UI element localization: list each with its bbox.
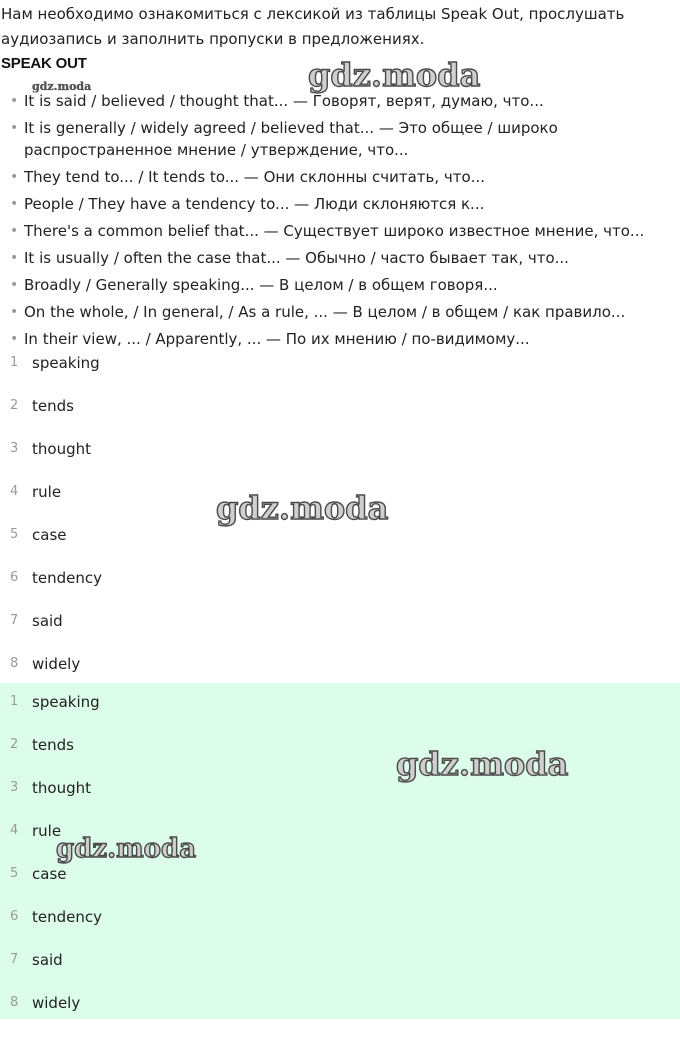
answer-number: 5 <box>10 866 19 881</box>
answer-number: 7 <box>10 952 19 967</box>
watermark: gdz.moda <box>56 834 197 864</box>
phrase-item: • It is said / believed / thought that... — Говорят, верят, думаю, что... <box>10 92 544 110</box>
answer-number: 8 <box>10 995 19 1010</box>
phrase-item: • It is usually / often the case that... — Обычно / часто бывает так, что... <box>10 249 569 267</box>
answer-word: case <box>32 865 67 883</box>
answer-word: rule <box>32 483 62 501</box>
answer-row <box>0 769 680 812</box>
phrase-list <box>10 90 670 350</box>
answer-word: widely <box>32 994 81 1012</box>
bullet-icon: • <box>10 304 19 320</box>
answer-word: speaking <box>32 693 100 711</box>
answer-row <box>0 645 680 688</box>
answer-number: 8 <box>10 656 19 671</box>
answer-word: tends <box>32 736 74 754</box>
answer-word: thought <box>32 779 91 797</box>
answer-row <box>0 683 680 726</box>
phrase-item: • Broadly / Generally speaking... — В целом / в общем говоря... <box>10 276 498 294</box>
answer-row <box>0 941 680 984</box>
phrase-item: • People / They have a tendency to... — Люди склоняются к... <box>10 195 485 213</box>
answer-word: thought <box>32 440 91 458</box>
bullet-icon: • <box>10 93 19 109</box>
bullet-icon: • <box>10 250 19 266</box>
watermark: gdz.moda <box>308 56 481 94</box>
answer-word: case <box>32 526 67 544</box>
answer-number: 2 <box>10 398 19 413</box>
answer-number: 3 <box>10 441 19 456</box>
answer-number: 3 <box>10 780 19 795</box>
answer-row <box>0 898 680 941</box>
phrase-item: • They tend to... / It tends to... — Они склонны считать, что... <box>10 168 485 186</box>
answer-number: 2 <box>10 737 19 752</box>
watermark: gdz.moda <box>396 745 569 783</box>
answer-word: widely <box>32 655 81 673</box>
bullet-icon: • <box>10 196 19 212</box>
answer-row <box>0 602 680 645</box>
phrase-item: • In their view, ... / Apparently, ... — По их мнению / по-видимому... <box>10 330 530 348</box>
answer-number: 6 <box>10 909 19 924</box>
answer-row <box>0 387 680 430</box>
answer-word: said <box>32 951 63 969</box>
answer-number: 6 <box>10 570 19 585</box>
answer-number: 4 <box>10 484 19 499</box>
watermark: gdz.moda <box>32 80 92 93</box>
bullet-icon: • <box>10 331 19 347</box>
answer-word: speaking <box>32 354 100 372</box>
answer-word: tends <box>32 397 74 415</box>
answer-word: rule <box>32 822 62 840</box>
phrase-item: • There's a common belief that... — Существует широко известное мнение, что... <box>10 222 645 240</box>
answer-number: 5 <box>10 527 19 542</box>
answer-row <box>0 559 680 602</box>
answer-number: 1 <box>10 694 19 709</box>
bullet-icon: • <box>10 223 19 239</box>
intro-text: Нам необходимо ознакомиться с лексикой из таблицы Speak Out, прослушать аудиозапись и заполнить пропуски в предложениях. <box>1 5 625 48</box>
section-title: SPEAK OUT <box>1 55 87 72</box>
answer-word: said <box>32 612 63 630</box>
answer-number: 1 <box>10 355 19 370</box>
bullet-icon: • <box>10 120 19 136</box>
answer-word: tendency <box>32 569 102 587</box>
answer-row <box>0 430 680 473</box>
phrase-item: • On the whole, / In general, / As a rule, ... — В целом / в общем / как правило... <box>10 303 626 321</box>
answer-number: 7 <box>10 613 19 628</box>
phrase-item: • It is generally / widely agreed / believed that... — Это общее / широко распространенное мнение / утверждение, что... <box>10 119 558 159</box>
answer-word: tendency <box>32 908 102 926</box>
watermark: gdz.moda <box>216 489 389 527</box>
answer-row <box>0 726 680 769</box>
answer-number: 4 <box>10 823 19 838</box>
bullet-icon: • <box>10 277 19 293</box>
bullet-icon: • <box>10 169 19 185</box>
answer-row <box>0 984 680 1027</box>
answer-row <box>0 344 680 387</box>
